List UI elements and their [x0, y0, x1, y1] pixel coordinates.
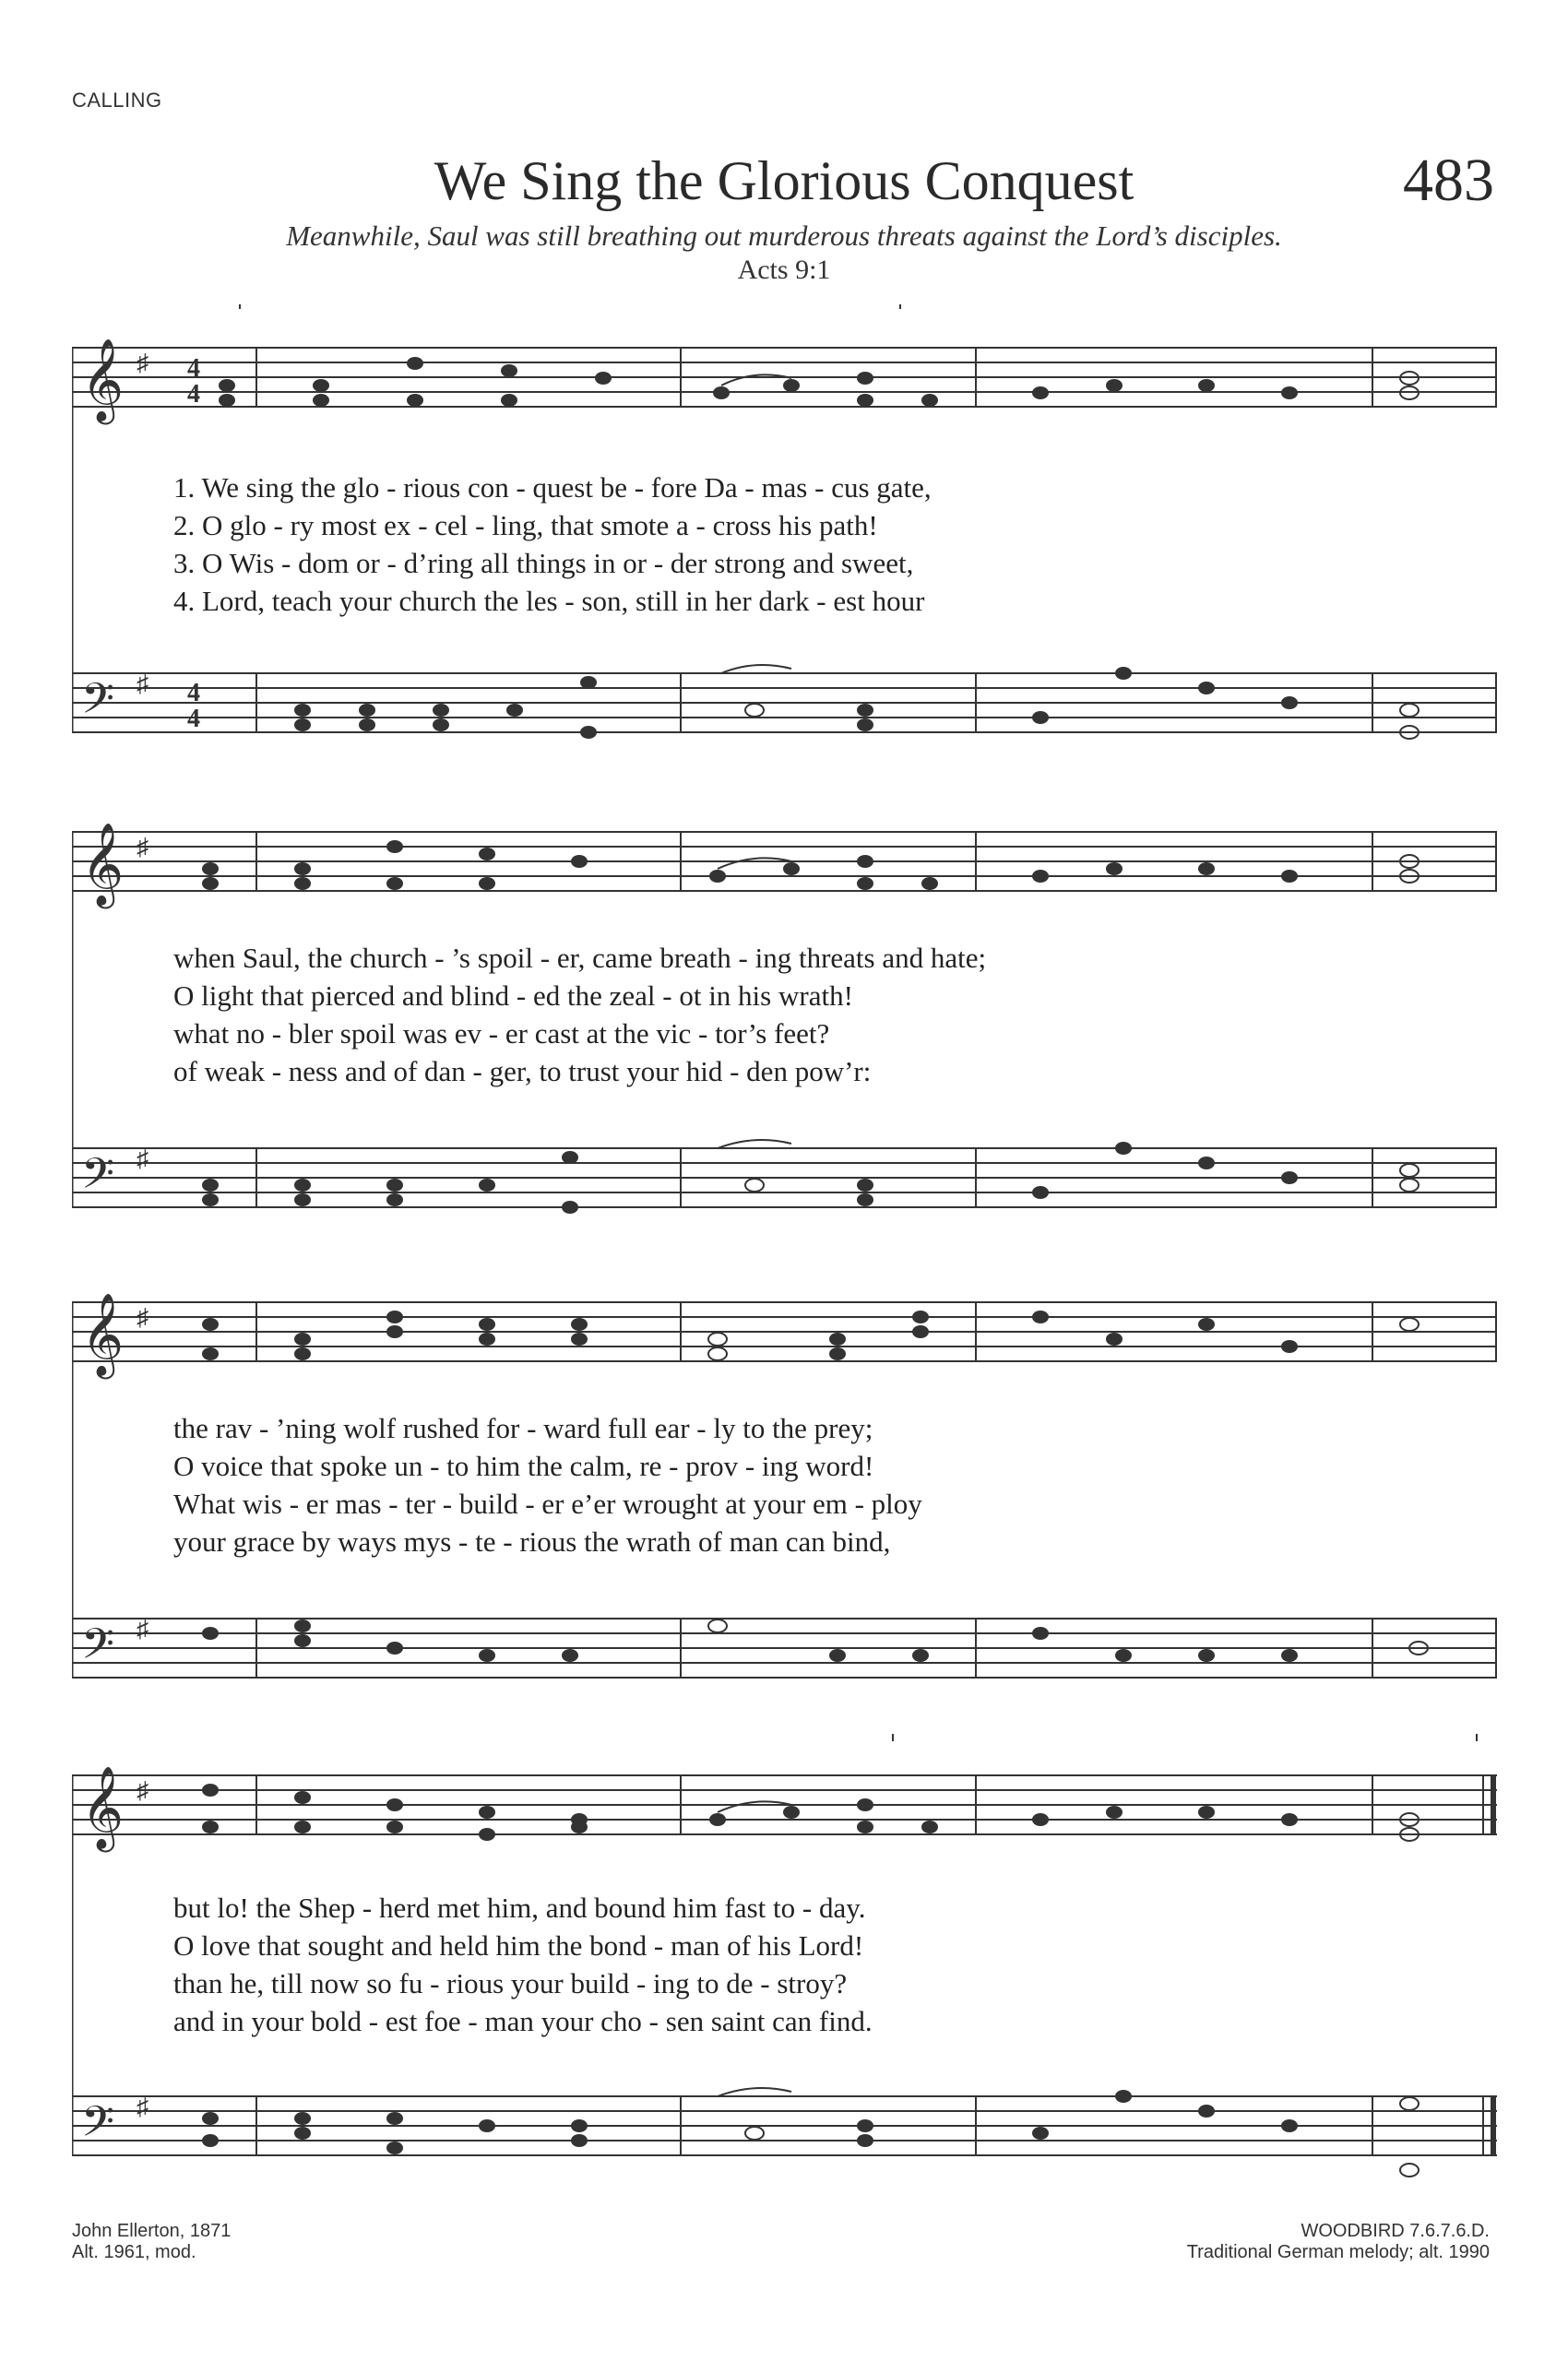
tune-source: Traditional German melody; alt. 1990 — [1186, 2242, 1490, 2262]
svg-text:𝄞: 𝄞 — [81, 339, 125, 420]
lyric-line: your grace by ways mys - te - rious the wrath of man can bind, — [173, 1525, 891, 1558]
music-system-4 — [72, 1734, 1497, 2204]
svg-text:4: 4 — [187, 380, 200, 409]
lyric-line: 3. O Wis - dom or - d’ring all things in or - der strong and sweet, — [173, 547, 914, 579]
svg-text:♯: ♯ — [137, 1145, 148, 1172]
lyric-line: but lo! the Shep - herd met him, and bound him fast to - day. — [173, 1892, 866, 1924]
music-system-1 — [72, 304, 1497, 784]
svg-text:♯: ♯ — [137, 350, 148, 376]
lyric-line: when Saul, the church - ’s spoil - er, came breath - ing threats and hate; — [173, 942, 987, 974]
svg-text:♯: ♯ — [137, 2094, 148, 2120]
verse-lyrics — [173, 939, 1529, 1090]
verse-lyrics — [173, 1409, 1529, 1560]
svg-text:𝄢: 𝄢 — [81, 676, 115, 733]
lyric-line: O voice that spoke un - to him the calm, re - prov - ing word! — [173, 1450, 874, 1482]
section-label: CALLING — [72, 89, 162, 112]
svg-text:4: 4 — [187, 679, 200, 707]
lyric-line: 4. Lord, teach your church the les - son, still in her dark - est hour — [173, 585, 925, 617]
lyric-line: the rav - ’ning wolf rushed for - ward full ear - ly to the prey; — [173, 1412, 873, 1444]
svg-text:♯: ♯ — [137, 1304, 148, 1331]
lyric-line: of weak - ness and of dan - ger, to trust your hid - den pow’r: — [173, 1055, 872, 1087]
svg-text:♯: ♯ — [137, 670, 148, 697]
lyric-line: O love that sought and held him the bond - man of his Lord! — [173, 1929, 864, 1962]
alteration-credit: Alt. 1961, mod. — [72, 2242, 196, 2262]
lyric-line: and in your bold - est foe - man your cho - sen saint can find. — [173, 2005, 873, 2037]
lyric-line: O light that pierced and blind - ed the zeal - ot in his wrath! — [173, 979, 853, 1012]
svg-text:♯: ♯ — [137, 1777, 148, 1804]
svg-text:4: 4 — [187, 354, 200, 383]
lyric-line: what no - bler spoil was ev - er cast at the vic - tor’s feet? — [173, 1017, 830, 1050]
hymn-title: We Sing the Glorious Conquest — [434, 150, 1134, 211]
author-credit: John Ellerton, 1871 — [72, 2221, 232, 2241]
lyric-line: What wis - er mas - ter - build - er e’er wrought at your em - ploy — [173, 1488, 922, 1520]
tune-credits — [1187, 2221, 1490, 2263]
svg-text:𝄞: 𝄞 — [81, 1294, 125, 1374]
music-system-3 — [72, 1264, 1497, 1725]
text-credits — [72, 2221, 231, 2263]
verse-lyrics — [173, 469, 1529, 620]
lyric-line: 1. We sing the glo - rious con - quest be - fore Da - mas - cus gate, — [173, 471, 932, 504]
tune-name: WOODBIRD 7.6.7.6.D. — [1301, 2221, 1490, 2241]
verse-lyrics — [173, 1889, 1529, 2040]
svg-text:♯: ♯ — [137, 834, 148, 860]
scripture-quote: Meanwhile, Saul was still breathing out murderous threats against the Lord’s disciples. — [286, 219, 1282, 252]
svg-text:𝄢: 𝄢 — [81, 2099, 115, 2156]
svg-text:♯: ♯ — [137, 1616, 148, 1643]
svg-text:4: 4 — [187, 705, 200, 733]
scripture-reference: Acts 9:1 — [737, 255, 831, 285]
hymn-number: 483 — [1403, 147, 1494, 214]
svg-text:𝄞: 𝄞 — [81, 1767, 125, 1847]
svg-text:𝄢: 𝄢 — [81, 1621, 115, 1679]
svg-text:𝄞: 𝄞 — [81, 824, 125, 904]
svg-text:𝄢: 𝄢 — [81, 1151, 115, 1208]
lyric-line: 2. O glo - ry most ex - cel - ling, that smote a - cross his path! — [173, 509, 878, 541]
music-system-2 — [72, 793, 1497, 1254]
lyric-line: than he, till now so fu - rious your build - ing to de - stroy? — [173, 1967, 848, 1999]
